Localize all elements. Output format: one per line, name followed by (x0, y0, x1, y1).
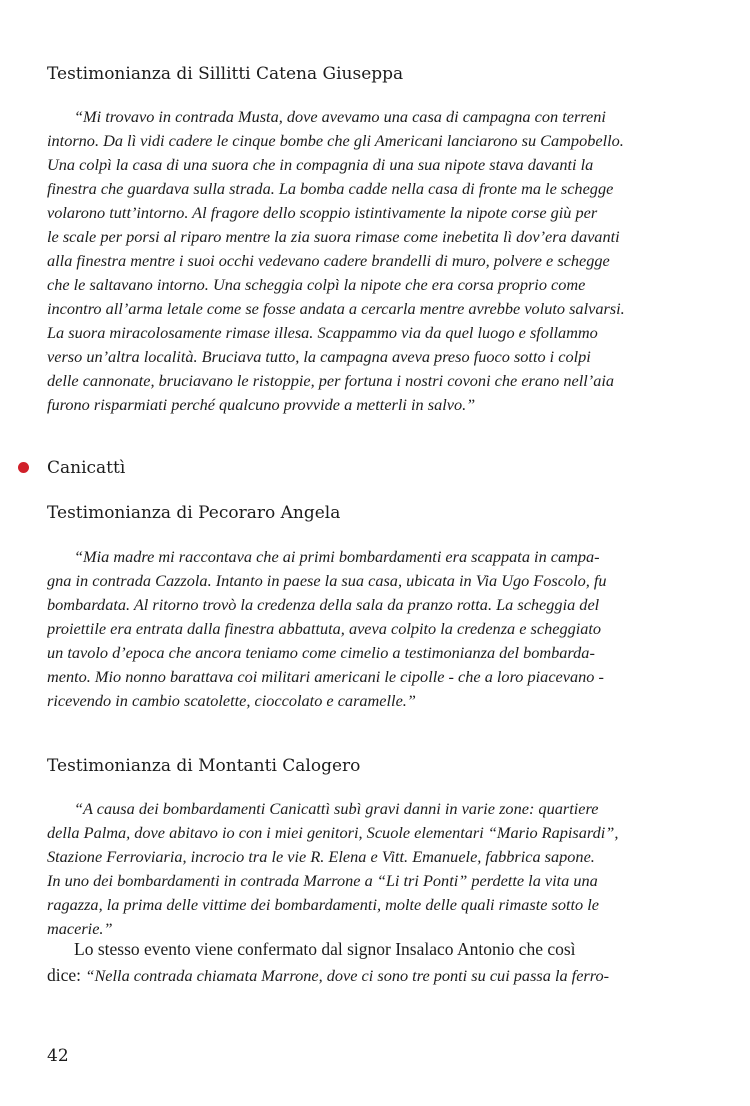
quote-line: che le saltavano intorno. Una scheggia colpì la nipote che era corsa proprio come (47, 275, 586, 294)
quote-line: furono risparmiati perché qualcuno provvide a metterli in salvo.” (47, 395, 476, 414)
quote-line: ragazza, la prima delle vittime dei bombardamenti, molte delle quali rimaste sotto le (47, 895, 599, 914)
quote-line: La suora miracolosamente rimase illesa. Scappammo via da quel luogo e sfollammo (47, 323, 598, 342)
quote-line: bombardata. Al ritorno trovò la credenza della sala da pranzo rotta. La scheggia del (47, 595, 600, 614)
quote-line: della Palma, dove abitavo io con i miei genitori, Scuole elementari “Mario Rapisardi”, (47, 823, 619, 842)
paragraph-quote: “Nella contrada chiamata Marrone, dove ci sono tre ponti su cui passa la ferro- (85, 966, 610, 985)
quote-line: macerie.” (47, 919, 113, 938)
quote-line: incontro all’arma letale come se fosse andata a cercarla mentre avrebbe voluto salvarsi. (47, 299, 625, 318)
quote-line: verso un’altra località. Bruciava tutto, la campagna aveva preso fuoco sotto i colpi (47, 347, 591, 366)
quote-line: “Mi trovavo in contrada Musta, dove avevamo una casa di campagna con terreni (74, 107, 606, 126)
heading-sillitti: Testimonianza di Sillitti Catena Giuseppa (47, 64, 404, 84)
quote-line: le scale per porsi al riparo mentre la zia suora rimase come inebetita lì dov’era davanti (47, 227, 620, 246)
quote-sillitti (47, 105, 707, 417)
quote-line: alla finestra mentre i suoi occhi vedevano cadere brandelli di muro, polvere e schegge (47, 251, 610, 270)
paragraph-insalaco (47, 936, 707, 988)
quote-line: proiettile era entrata dalla finestra abbattuta, aveva colpito la credenza e scheggiato (47, 619, 602, 638)
quote-pecoraro (47, 545, 707, 713)
quote-line: gna in contrada Cazzola. Intanto in paese la sua casa, ubicata in Via Ugo Foscolo, fu (47, 571, 607, 590)
heading-pecoraro: Testimonianza di Pecoraro Angela (47, 503, 341, 523)
paragraph-line (47, 962, 707, 988)
quote-montanti (47, 797, 707, 941)
quote-line: “A causa dei bombardamenti Canicattì subì gravi danni in varie zone: quartiere (74, 799, 599, 818)
section-bullet-icon (18, 462, 29, 473)
quote-line: “Mia madre mi raccontava che ai primi bombardamenti era scappata in campa- (74, 547, 600, 566)
paragraph-line: Lo stesso evento viene confermato dal signor Insalaco Antonio che così (74, 939, 576, 959)
heading-montanti: Testimonianza di Montanti Calogero (47, 756, 361, 776)
quote-line: Stazione Ferroviaria, incrocio tra le vie R. Elena e Vitt. Emanuele, fabbrica sapone. (47, 847, 595, 866)
quote-line: In uno dei bombardamenti in contrada Marrone a “Li tri Ponti” perdette la vita una (47, 871, 598, 890)
quote-line: ricevendo in cambio scatolette, cioccolato e caramelle.” (47, 691, 416, 710)
quote-line: Una colpì la casa di una suora che in compagnia di una sua nipote stava davanti la (47, 155, 594, 174)
quote-line: volarono tutt’intorno. Al fragore dello scoppio istintivamente la nipote corse giù per (47, 203, 598, 222)
quote-line: finestra che guardava sulla strada. La bomba cadde nella casa di fronte ma le schegge (47, 179, 614, 198)
quote-line: un tavolo d’epoca che ancora teniamo come cimelio a testimonianza del bombarda- (47, 643, 595, 662)
page-number: 42 (47, 1046, 69, 1066)
quote-line: mento. Mio nonno barattava coi militari americani le cipolle - che a loro piacevano - (47, 667, 604, 686)
quote-line: delle cannonate, bruciavano le ristoppie, per fortuna i nostri covoni che erano nell’aia (47, 371, 615, 390)
paragraph-text: dice: (47, 965, 86, 985)
quote-line: intorno. Da lì vidi cadere le cinque bombe che gli Americani lanciarono su Campobello. (47, 131, 624, 150)
section-title: Canicattì (47, 458, 126, 478)
